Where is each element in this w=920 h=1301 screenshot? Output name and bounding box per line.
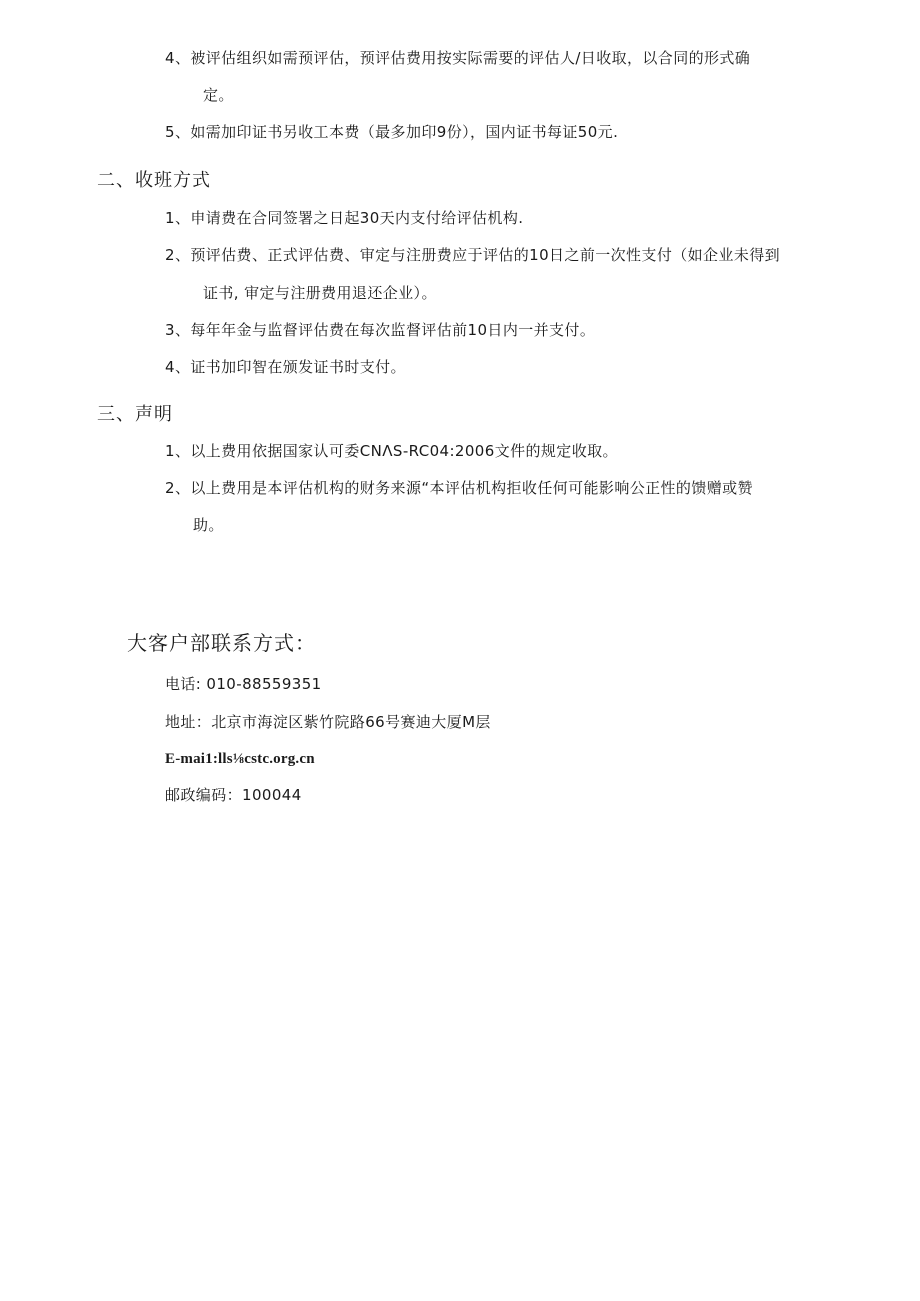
fee-item-4-line-1: 4、被评估组织如需预评估，预评估费用按实际需要的评估人/日收取，以合同的形式确 <box>165 49 751 67</box>
fee-item-4-line-2: 定。 <box>203 86 234 104</box>
payment-item-4: 4、证书加印智在颁发证书时支付。 <box>165 358 406 376</box>
contact-address: 地址：北京市海淀区紫竹院路66号赛迪大厦M层 <box>165 713 491 731</box>
statement-item-2-line-1: 2、以上费用是本评估机构的财务来源“本评估机构拒收任何可能影响公正性的馈赠或赞 <box>165 479 753 497</box>
payment-item-2-line-2: 证书, 审定与注册费用退还企业）。 <box>203 284 437 302</box>
contact-postcode: 邮政编码：100044 <box>165 786 302 804</box>
contact-title: 大客户部联系方式： <box>127 631 316 655</box>
payment-item-1: 1、申请费在合同签署之日起30天内支付给评估机构. <box>165 209 524 227</box>
section-2-heading: 二、收班方式 <box>97 170 211 191</box>
contact-phone: 电话: 010-88559351 <box>165 675 322 693</box>
statement-item-1: 1、以上费用依据国家认可委CNΛS-RC04:2006文件的规定收取。 <box>165 442 618 460</box>
section-3-heading: 三、声明 <box>97 404 173 425</box>
statement-item-2-line-2: 助。 <box>193 516 224 534</box>
contact-email: E-mai1:lls⅛cstc.org.cn <box>165 751 315 767</box>
payment-item-2-line-1: 2、预评估费、正式评估费、审定与注册费应于评估的10日之前一次性支付（如企业未得到 <box>165 246 781 264</box>
payment-item-3: 3、每年年金与监督评估费在每次监督评估前10日内一并支付。 <box>165 321 596 339</box>
fee-item-5: 5、如需加印证书另收工本费（最多加印9份），国内证书每证50元. <box>165 123 619 141</box>
